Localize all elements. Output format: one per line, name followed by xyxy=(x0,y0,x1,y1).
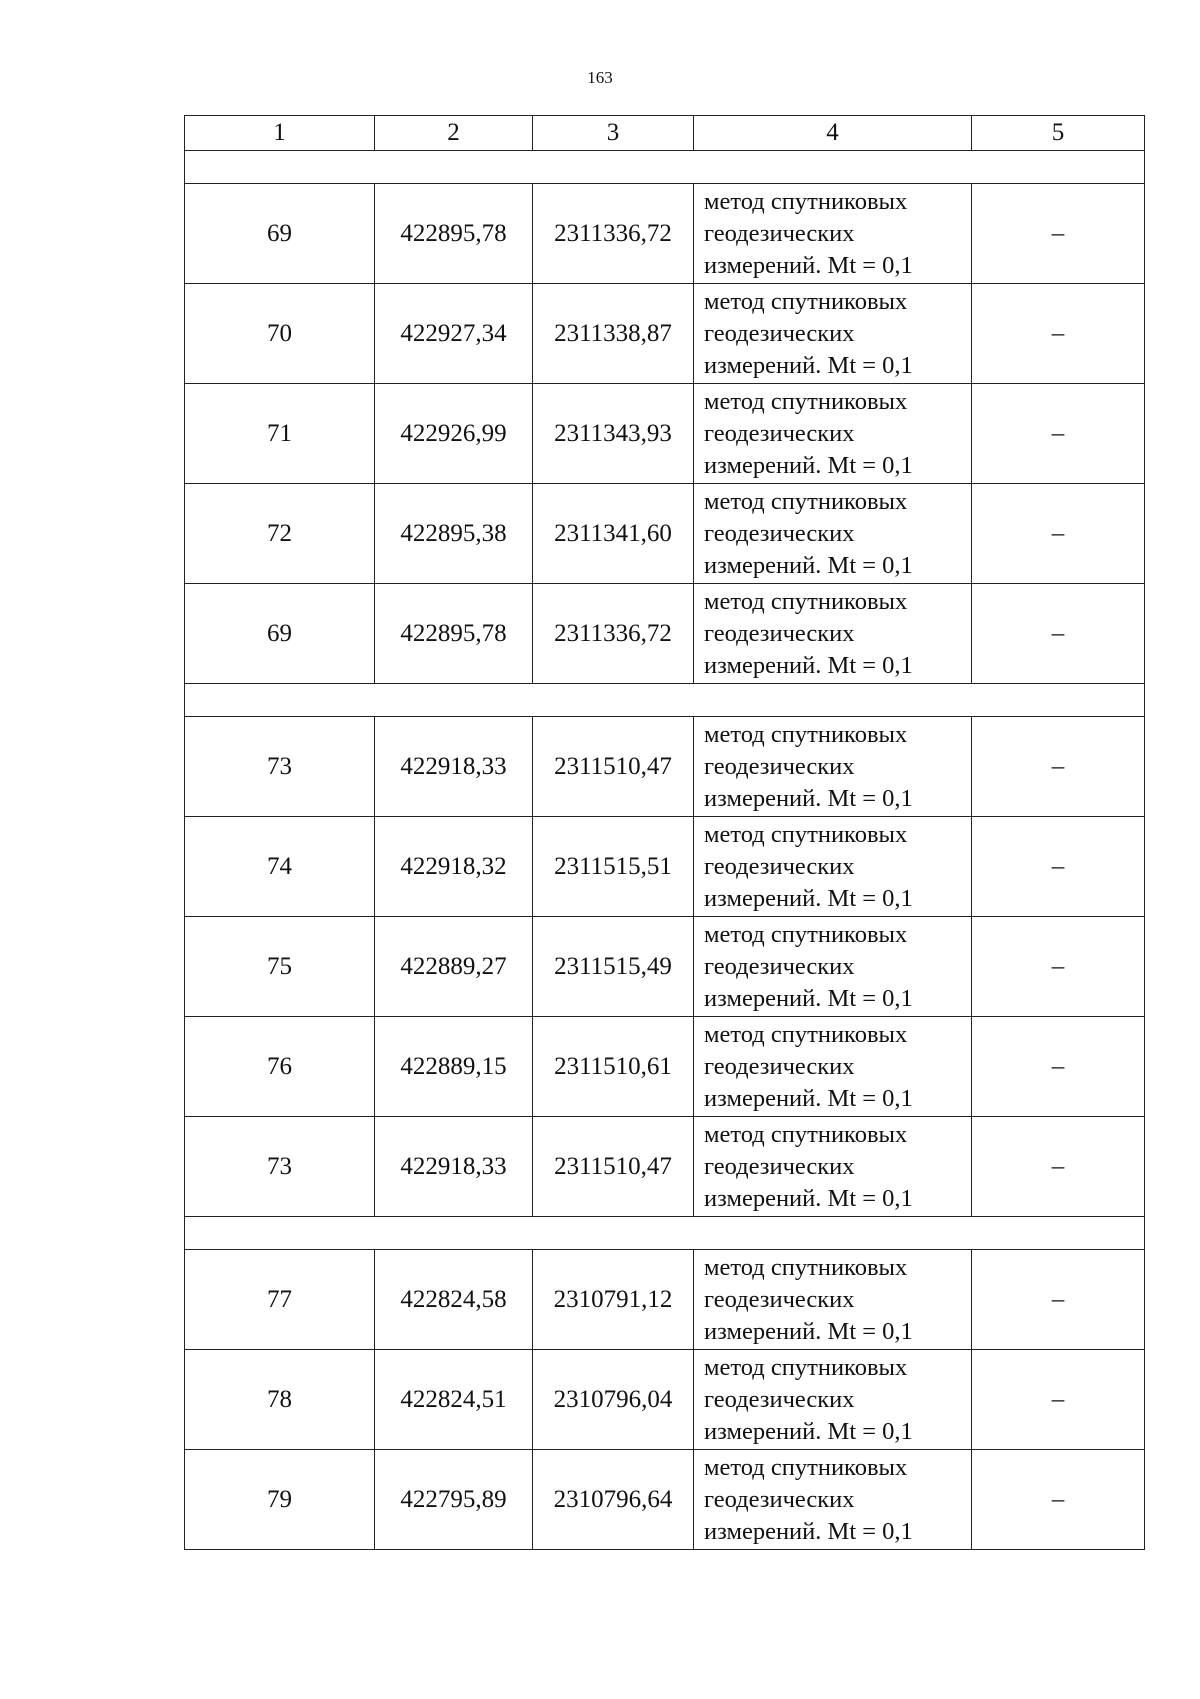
method-line: метод спутниковых xyxy=(704,287,908,315)
spacer-cell xyxy=(185,151,1145,184)
method-cell xyxy=(694,184,972,284)
coordinate-y-cell: 2311336,72 xyxy=(533,584,694,684)
coordinate-x-cell: 422795,89 xyxy=(375,1450,533,1550)
coordinate-x-cell: 422895,38 xyxy=(375,484,533,584)
note-cell: – xyxy=(972,1450,1145,1550)
method-cell xyxy=(694,1350,972,1450)
method-cell xyxy=(694,1117,972,1217)
table-row xyxy=(185,717,1145,817)
method-line: геодезических xyxy=(704,519,855,547)
point-number-cell: 75 xyxy=(185,917,375,1017)
point-number-cell: 69 xyxy=(185,184,375,284)
table-row xyxy=(185,917,1145,1017)
method-line: измерений. Mt = 0,1 xyxy=(704,1084,913,1112)
method-cell xyxy=(694,817,972,917)
coordinate-y-cell: 2311510,47 xyxy=(533,717,694,817)
method-line: метод спутниковых xyxy=(704,1020,908,1048)
note-cell: – xyxy=(972,1350,1145,1450)
table-row xyxy=(185,1450,1145,1550)
method-line: метод спутниковых xyxy=(704,820,908,848)
coordinate-y-cell: 2311515,49 xyxy=(533,917,694,1017)
coordinate-x-cell: 422918,32 xyxy=(375,817,533,917)
method-line: измерений. Mt = 0,1 xyxy=(704,251,913,279)
method-line: измерений. Mt = 0,1 xyxy=(704,1317,913,1345)
method-line: геодезических xyxy=(704,952,855,980)
coordinate-y-cell: 2311515,51 xyxy=(533,817,694,917)
method-cell xyxy=(694,717,972,817)
point-number-cell: 77 xyxy=(185,1250,375,1350)
note-cell: – xyxy=(972,1250,1145,1350)
method-line: метод спутниковых xyxy=(704,1253,908,1281)
coordinate-y-cell: 2311510,47 xyxy=(533,1117,694,1217)
method-line: геодезических xyxy=(704,419,855,447)
table-row xyxy=(185,1250,1145,1350)
section-spacer-row xyxy=(185,1217,1145,1250)
method-cell xyxy=(694,284,972,384)
method-line: измерений. Mt = 0,1 xyxy=(704,551,913,579)
coordinate-y-cell: 2310796,04 xyxy=(533,1350,694,1450)
coordinate-x-cell: 422926,99 xyxy=(375,384,533,484)
table-row xyxy=(185,1350,1145,1450)
table-row xyxy=(185,817,1145,917)
coordinate-x-cell: 422918,33 xyxy=(375,717,533,817)
method-line: геодезических xyxy=(704,1052,855,1080)
method-line: метод спутниковых xyxy=(704,920,908,948)
method-line: геодезических xyxy=(704,752,855,780)
method-cell xyxy=(694,1017,972,1117)
coordinate-x-cell: 422927,34 xyxy=(375,284,533,384)
method-line: метод спутниковых xyxy=(704,1353,908,1381)
coordinate-y-cell: 2311336,72 xyxy=(533,184,694,284)
point-number-cell: 79 xyxy=(185,1450,375,1550)
method-line: измерений. Mt = 0,1 xyxy=(704,984,913,1012)
method-line: геодезических xyxy=(704,852,855,880)
page-number: 163 xyxy=(587,68,613,87)
coordinate-y-cell: 2310791,12 xyxy=(533,1250,694,1350)
section-spacer-row xyxy=(185,684,1145,717)
method-line: геодезических xyxy=(704,619,855,647)
coordinate-x-cell: 422895,78 xyxy=(375,184,533,284)
method-cell xyxy=(694,384,972,484)
table-row xyxy=(185,284,1145,384)
header-cell-5: 5 xyxy=(972,116,1145,151)
method-line: геодезических xyxy=(704,319,855,347)
coordinate-x-cell: 422889,15 xyxy=(375,1017,533,1117)
coordinate-y-cell: 2311343,93 xyxy=(533,384,694,484)
method-line: измерений. Mt = 0,1 xyxy=(704,784,913,812)
section-spacer-row xyxy=(185,151,1145,184)
table-row xyxy=(185,1117,1145,1217)
table-row xyxy=(185,184,1145,284)
coordinates-table-body xyxy=(185,116,1145,1550)
point-number-cell: 78 xyxy=(185,1350,375,1450)
note-cell: – xyxy=(972,917,1145,1017)
coordinate-y-cell: 2311341,60 xyxy=(533,484,694,584)
table-row xyxy=(185,584,1145,684)
point-number-cell: 70 xyxy=(185,284,375,384)
coordinate-y-cell: 2311338,87 xyxy=(533,284,694,384)
point-number-cell: 72 xyxy=(185,484,375,584)
method-line: метод спутниковых xyxy=(704,1453,908,1481)
point-number-cell: 74 xyxy=(185,817,375,917)
coordinate-y-cell: 2311510,61 xyxy=(533,1017,694,1117)
method-cell xyxy=(694,1450,972,1550)
note-cell: – xyxy=(972,584,1145,684)
header-cell-1: 1 xyxy=(185,116,375,151)
note-cell: – xyxy=(972,284,1145,384)
point-number-cell: 76 xyxy=(185,1017,375,1117)
coordinate-x-cell: 422824,58 xyxy=(375,1250,533,1350)
header-cell-3: 3 xyxy=(533,116,694,151)
method-line: геодезических xyxy=(704,1152,855,1180)
method-line: измерений. Mt = 0,1 xyxy=(704,451,913,479)
coordinate-x-cell: 422895,78 xyxy=(375,584,533,684)
point-number-cell: 73 xyxy=(185,717,375,817)
coordinates-table xyxy=(184,115,1145,1550)
coordinate-x-cell: 422889,27 xyxy=(375,917,533,1017)
coordinate-x-cell: 422918,33 xyxy=(375,1117,533,1217)
note-cell: – xyxy=(972,817,1145,917)
table-row xyxy=(185,484,1145,584)
note-cell: – xyxy=(972,184,1145,284)
spacer-cell xyxy=(185,1217,1145,1250)
note-cell: – xyxy=(972,717,1145,817)
header-cell-4: 4 xyxy=(694,116,972,151)
method-line: измерений. Mt = 0,1 xyxy=(704,1517,913,1545)
note-cell: – xyxy=(972,1017,1145,1117)
note-cell: – xyxy=(972,1117,1145,1217)
method-line: измерений. Mt = 0,1 xyxy=(704,884,913,912)
method-cell xyxy=(694,1250,972,1350)
table-row xyxy=(185,1017,1145,1117)
header-cell-2: 2 xyxy=(375,116,533,151)
note-cell: – xyxy=(972,484,1145,584)
coordinate-x-cell: 422824,51 xyxy=(375,1350,533,1450)
method-line: геодезических xyxy=(704,219,855,247)
point-number-cell: 73 xyxy=(185,1117,375,1217)
method-line: измерений. Mt = 0,1 xyxy=(704,1417,913,1445)
note-cell: – xyxy=(972,384,1145,484)
method-line: измерений. Mt = 0,1 xyxy=(704,1184,913,1212)
method-line: метод спутниковых xyxy=(704,1120,908,1148)
method-line: измерений. Mt = 0,1 xyxy=(704,351,913,379)
method-line: метод спутниковых xyxy=(704,720,908,748)
method-line: метод спутниковых xyxy=(704,487,908,515)
table-row xyxy=(185,384,1145,484)
method-line: геодезических xyxy=(704,1485,855,1513)
method-cell xyxy=(694,917,972,1017)
method-line: метод спутниковых xyxy=(704,187,908,215)
spacer-cell xyxy=(185,684,1145,717)
coordinate-y-cell: 2310796,64 xyxy=(533,1450,694,1550)
method-line: метод спутниковых xyxy=(704,387,908,415)
method-line: геодезических xyxy=(704,1285,855,1313)
point-number-cell: 69 xyxy=(185,584,375,684)
point-number-cell: 71 xyxy=(185,384,375,484)
method-cell xyxy=(694,584,972,684)
method-line: измерений. Mt = 0,1 xyxy=(704,651,913,679)
method-line: метод спутниковых xyxy=(704,587,908,615)
method-line: геодезических xyxy=(704,1385,855,1413)
header-row xyxy=(185,116,1145,151)
method-cell xyxy=(694,484,972,584)
